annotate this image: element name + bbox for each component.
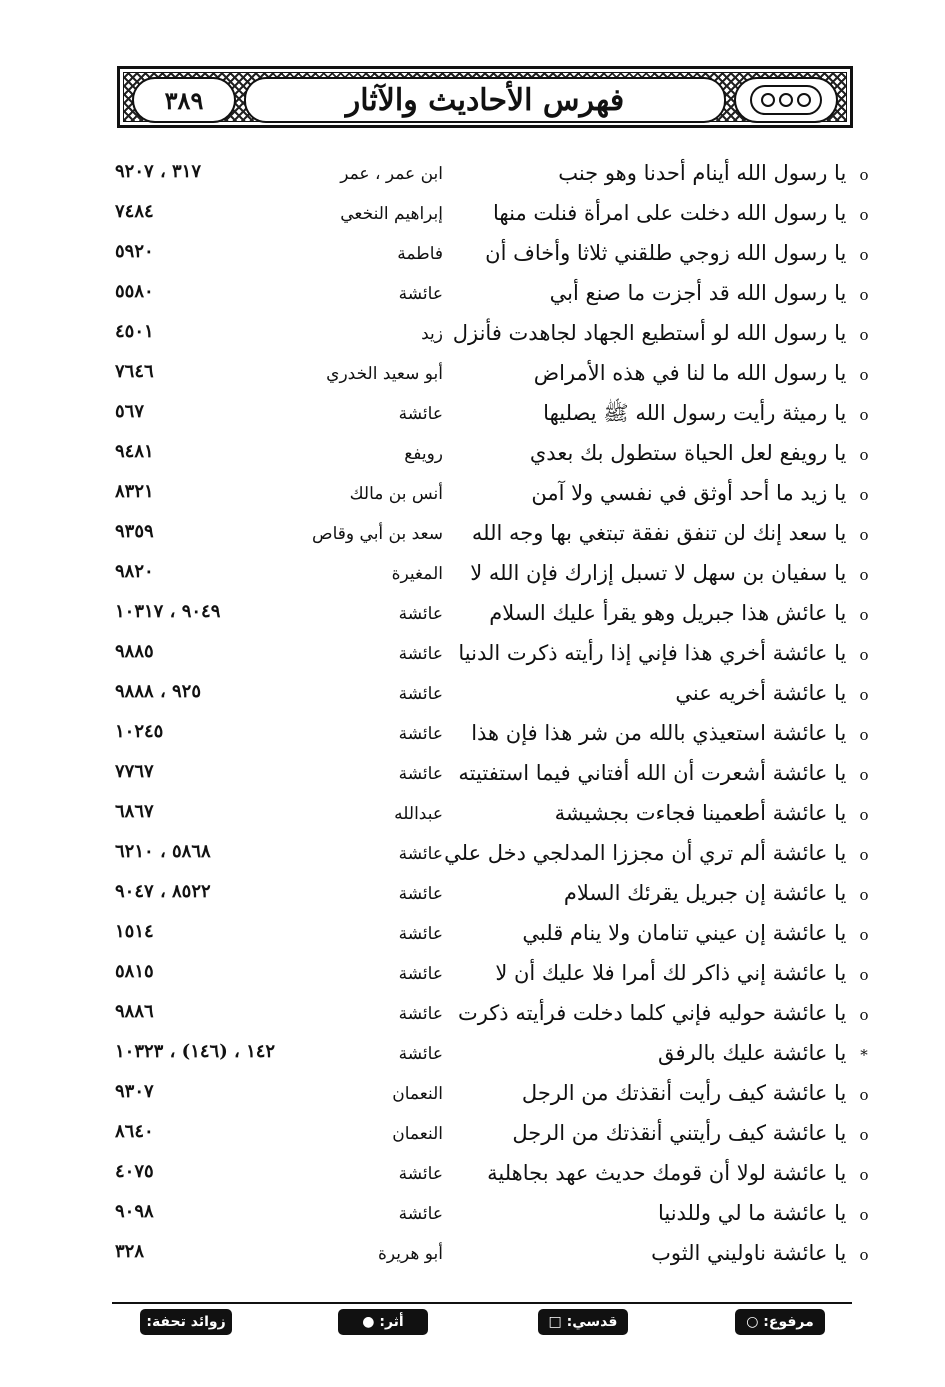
hadith-text (453, 319, 875, 349)
index-row (105, 833, 875, 873)
index-row (105, 713, 875, 753)
hadith-numbers: ٦٨٦٧ (115, 801, 154, 822)
row-marker-icon: o (859, 166, 869, 184)
index-row (105, 633, 875, 673)
hadith-opening: يا عائشة عليك بالرفق (657, 1041, 847, 1065)
hadith-opening: يا رسول الله دخلت على امرأة فنلت منها (493, 201, 847, 225)
hadith-numbers: ٤٠٧٥ (115, 1161, 154, 1182)
narrator: عائشة (398, 724, 443, 744)
row-marker-icon: o (859, 1126, 869, 1144)
hadith-numbers: ٨٦٤٠ (115, 1121, 154, 1142)
hadith-numbers: ٥٨١٥ (115, 961, 154, 982)
hadith-numbers: ٣٢٨ (115, 1241, 145, 1262)
row-marker-icon: o (859, 1006, 869, 1024)
hadith-opening: يا رسول الله ما لنا في هذه الأمراض (533, 361, 847, 385)
narrator: فاطمة (397, 244, 443, 264)
row-marker-icon: o (859, 926, 869, 944)
index-row (105, 593, 875, 633)
publisher-emblem (734, 77, 838, 123)
hadith-numbers: ٨٥٢٢ ، ٩٠٤٧ (115, 881, 211, 902)
index-row (105, 753, 875, 793)
hadith-numbers: ٩٤٨١ (115, 441, 154, 462)
hadith-numbers: ٥٩٢٠ (115, 241, 154, 262)
hadith-opening: يا رسول الله أينام أحدنا وهو جنب (558, 161, 847, 185)
index-row (105, 1193, 875, 1233)
hadith-opening: يا رسول الله لو أستطيع الجهاد لجاهدت فأنزل (452, 321, 847, 345)
hadith-numbers: ٧٧٦٧ (115, 761, 154, 782)
narrator: سعد بن أبي وقاص (312, 524, 443, 544)
row-marker-icon: o (859, 766, 869, 784)
hadith-text (458, 639, 875, 669)
hadith-opening: يا عائشة كيف رأيتني أنقذتك من الرجل (512, 1121, 847, 1145)
narrator: أنس بن مالك (349, 484, 443, 504)
hadith-opening: يا عائشة أطعمينا فجاءت بجشيشة (554, 801, 847, 825)
index-row (105, 353, 875, 393)
narrator: عائشة (398, 644, 443, 664)
hadith-text (534, 359, 875, 389)
row-marker-icon: o (859, 1086, 869, 1104)
hadith-numbers: ٧٤٨٤ (115, 201, 154, 222)
hadith-text (458, 759, 875, 789)
hadith-text (444, 839, 875, 869)
narrator: عائشة (398, 604, 443, 624)
hadith-opening: يا عائشة إني ذاكر لك أمرا فلا عليك أن لا (495, 961, 847, 985)
row-marker-icon: o (859, 446, 869, 464)
legend-zawaid: زوائد تحفة: ❋ (140, 1309, 232, 1335)
hadith-text (522, 1079, 875, 1109)
hadith-text (564, 879, 875, 909)
index-row (105, 873, 875, 913)
index-row (105, 1153, 875, 1193)
hadith-numbers: ٧٦٤٦ (115, 361, 154, 382)
index-row (105, 153, 875, 193)
narrator: عائشة (398, 1004, 443, 1024)
hadith-text (487, 1159, 875, 1189)
row-marker-icon: o (859, 366, 869, 384)
hadith-numbers: ٩٠٤٩ ، ١٠٣١٧ (115, 601, 221, 622)
row-marker-icon: o (859, 1166, 869, 1184)
narrator: عائشة (398, 924, 443, 944)
index-row (105, 193, 875, 233)
hadith-text (472, 519, 875, 549)
row-marker-icon: o (859, 246, 869, 264)
hadith-opening: يا عائش هذا جبريل وهو يقرأ عليك السلام (489, 601, 847, 625)
hadith-numbers: ٨٣٢١ (115, 481, 154, 502)
header-ornament (123, 72, 847, 122)
hadith-opening: يا عائشة أشعرت أن الله أفتاني فيما استفتيته (458, 761, 847, 785)
narrator: عائشة (398, 1164, 443, 1184)
index-row (105, 1033, 875, 1073)
row-marker-icon: o (859, 1206, 869, 1224)
index-row (105, 553, 875, 593)
index-row (105, 273, 875, 313)
row-marker-icon: o (859, 326, 869, 344)
row-marker-icon: o (859, 966, 869, 984)
narrator: أبو سعيد الخدري (326, 364, 443, 384)
hadith-numbers: ٩٨٨٥ (115, 641, 154, 662)
hadith-opening: يا عائشة لولا أن قومك حديث عهد بجاهلية (487, 1161, 847, 1185)
hadith-opening: يا رسول الله زوجي طلقني ثلاثا وأخاف أن (485, 241, 847, 265)
row-marker-icon: * (860, 1046, 868, 1064)
hadith-text (550, 279, 875, 309)
page-number-cartouche (132, 77, 236, 123)
narrator: المغيرة (391, 564, 443, 584)
hadith-opening: يا سعد إنك لن تنفق نفقة تبتغي بها وجه الله (471, 521, 847, 545)
hadith-text (493, 199, 875, 229)
hadith-text (651, 1239, 875, 1269)
row-marker-icon: o (859, 486, 869, 504)
hadith-numbers: ٩٣٠٧ (115, 1081, 154, 1102)
hadith-opening: يا عائشة إن جبريل يقرئك السلام (563, 881, 847, 905)
narrator: النعمان (392, 1124, 443, 1144)
row-marker-icon: o (859, 206, 869, 224)
narrator: عائشة (398, 404, 443, 424)
index-row (105, 953, 875, 993)
hadith-numbers: ٤٥٠١ (115, 321, 154, 342)
row-marker-icon: o (859, 686, 869, 704)
hadith-opening: يا عائشة ألم تري أن مجززا المدلجي دخل علي (444, 841, 847, 865)
legend-athar: أثر: ● (338, 1309, 428, 1335)
narrator: أبو هريرة (377, 1244, 443, 1264)
row-marker-icon: o (859, 566, 869, 584)
hadith-opening: يا رويفع لعل الحياة ستطول بك بعدي (529, 441, 847, 465)
narrator: عائشة (398, 964, 443, 984)
hadith-text (555, 799, 875, 829)
row-marker-icon: o (859, 646, 869, 664)
index-row (105, 393, 875, 433)
hadith-opening: يا زيد ما أحد أوثق في نفسي ولا آمن (531, 481, 847, 505)
hadith-text (470, 559, 875, 589)
hadith-opening: يا عائشة أخريه عني (675, 681, 847, 705)
hadith-text (489, 599, 875, 629)
hadith-numbers: ٩٨٢٠ (115, 561, 154, 582)
legend-marfu: مرفوع: ○ (735, 1309, 825, 1335)
narrator: إبراهيم النخعي (340, 204, 443, 224)
hadith-opening: يا عائشة استعيذي بالله من شر هذا فإن هذا (471, 721, 847, 745)
seal-icon (750, 85, 822, 115)
hadith-text (512, 1119, 875, 1149)
narrator: عائشة (398, 684, 443, 704)
hadith-text (531, 479, 875, 509)
narrator: ابن عمر ، عمر (340, 164, 443, 184)
narrator: رويفع (404, 444, 443, 464)
hadith-numbers: ٣١٧ ، ٩٢٠٧ (115, 161, 202, 182)
narrator: عائشة (398, 284, 443, 304)
index-row (105, 513, 875, 553)
hadith-text (495, 959, 875, 989)
index-row (105, 1233, 875, 1273)
index-row (105, 473, 875, 513)
hadith-opening: يا عائشة حوليه فإني كلما دخلت فرأيته ذكرت (457, 1001, 847, 1025)
hadith-opening: يا عائشة أخري هذا فإني إذا رأيته ذكرت الدنيا (458, 641, 847, 665)
hadith-text (558, 159, 875, 189)
index-row (105, 1113, 875, 1153)
row-marker-icon: o (859, 286, 869, 304)
page-title: فهرس الأحاديث والآثار (244, 77, 726, 123)
row-marker-icon: o (859, 886, 869, 904)
hadith-opening: يا سفيان بن سهل لا تسبل إزارك فإن الله لا (470, 561, 847, 585)
hadith-text (458, 999, 875, 1029)
hadith-text (543, 399, 875, 429)
hadith-numbers: ٩٣٥٩ (115, 521, 154, 542)
hadith-numbers: ١٥١٤ (115, 921, 154, 942)
hadith-numbers: ٥٦٧ (115, 401, 145, 422)
legend-qudsi: قدسي: □ (538, 1309, 628, 1335)
row-marker-icon: o (859, 846, 869, 864)
hadith-numbers: ٥٥٨٠ (115, 281, 154, 302)
hadith-opening: يا رسول الله قد أجزت ما صنع أبي (549, 281, 847, 305)
narrator: عائشة (398, 1204, 443, 1224)
index-row (105, 793, 875, 833)
narrator: زيد (421, 324, 443, 344)
hadith-text (675, 679, 875, 709)
index-row (105, 433, 875, 473)
footer-divider (112, 1302, 852, 1304)
hadith-opening: يا عائشة إن عيني تنامان ولا ينام قلبي (522, 921, 847, 945)
narrator: عائشة (398, 844, 443, 864)
hadith-numbers: ٩٠٩٨ (115, 1201, 154, 1222)
hadith-opening: يا عائشة كيف رأيت أنقذتك من الرجل (521, 1081, 847, 1105)
hadith-numbers: ٩٢٥ ، ٩٨٨٨ (115, 681, 202, 702)
row-marker-icon: o (859, 726, 869, 744)
index-row (105, 673, 875, 713)
hadith-numbers: ٥٨٦٨ ، ٦٢١٠ (115, 841, 211, 862)
hadith-text (530, 439, 875, 469)
narrator: عبدالله (394, 804, 443, 824)
hadith-text (658, 1039, 875, 1069)
index-row (105, 313, 875, 353)
hadith-numbers: ١٠٢٤٥ (115, 721, 164, 742)
narrator: عائشة (398, 884, 443, 904)
row-marker-icon: o (859, 526, 869, 544)
index-row (105, 233, 875, 273)
narrator: النعمان (392, 1084, 443, 1104)
narrator: عائشة (398, 764, 443, 784)
hadith-opening: يا رميثة رأيت رسول الله ﷺ يصليها (543, 401, 847, 425)
row-marker-icon: o (859, 1246, 869, 1264)
row-marker-icon: o (859, 606, 869, 624)
hadith-text (522, 919, 875, 949)
narrator: عائشة (398, 1044, 443, 1064)
hadith-text (485, 239, 875, 269)
row-marker-icon: o (859, 406, 869, 424)
row-marker-icon: o (859, 806, 869, 824)
hadith-numbers: ٩٨٨٦ (115, 1001, 154, 1022)
hadith-text (471, 719, 875, 749)
hadith-opening: يا عائشة ما لي وللدنيا (657, 1201, 847, 1225)
hadith-text (658, 1199, 875, 1229)
hadith-opening: يا عائشة ناوليني الثوب (651, 1241, 847, 1265)
index-row (105, 1073, 875, 1113)
hadith-numbers: ١٤٢ ، (١٤٦) ، ١٠٣٢٣ (115, 1041, 276, 1062)
hadith-index-list (105, 153, 875, 1273)
index-row (105, 913, 875, 953)
index-row (105, 993, 875, 1033)
page-header (117, 66, 853, 128)
page-number: ٣٨٩ (164, 86, 204, 115)
